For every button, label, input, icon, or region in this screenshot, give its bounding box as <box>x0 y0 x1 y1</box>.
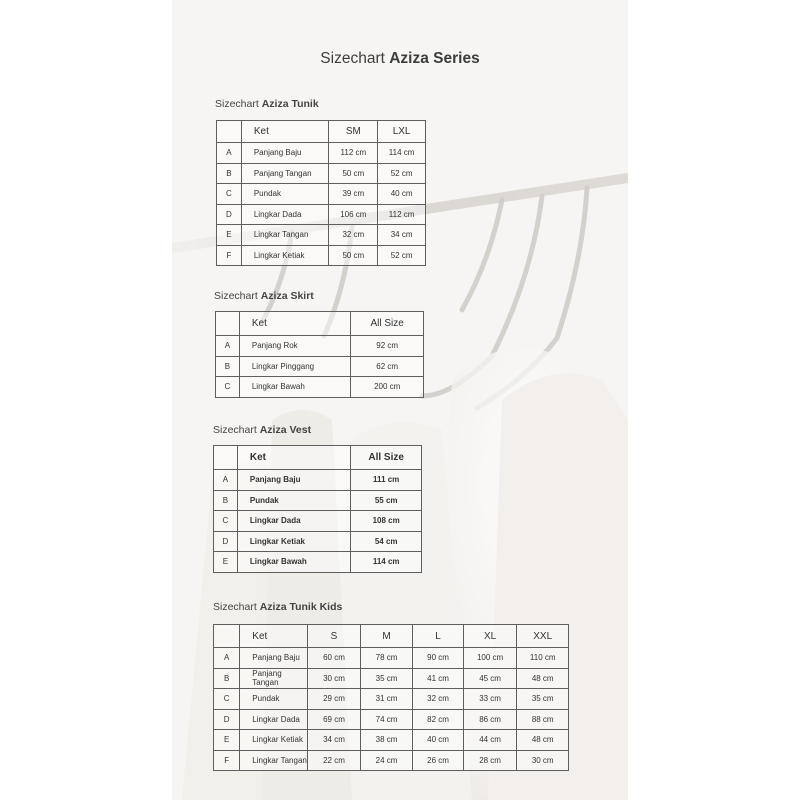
size-value-cell: 48 cm <box>517 668 569 689</box>
table-row <box>214 648 569 669</box>
row-code-cell: E <box>214 552 238 573</box>
section-title-kids: Sizechart Aziza Tunik Kids <box>213 601 343 613</box>
size-value-cell: 26 cm <box>413 750 463 771</box>
row-label-cell: Lingkar Ketiak <box>241 245 329 266</box>
row-code-cell: B <box>214 668 240 689</box>
row-label-cell: Lingkar Bawah <box>239 377 351 398</box>
row-code-cell: C <box>216 377 240 398</box>
table-row <box>217 163 426 184</box>
row-code-cell: F <box>214 750 240 771</box>
row-label-cell: Panjang Baju <box>240 648 308 669</box>
row-code-cell: E <box>214 730 240 751</box>
size-value-cell: 110 cm <box>517 648 569 669</box>
row-label-cell: Pundak <box>237 490 350 511</box>
size-value-cell: 35 cm <box>360 668 413 689</box>
row-code-cell: C <box>214 689 240 710</box>
table-row <box>214 668 569 689</box>
size-value-cell: 106 cm <box>329 204 378 225</box>
table-header-row <box>214 625 569 648</box>
table-row <box>217 225 426 246</box>
size-value-cell: 112 cm <box>329 143 378 164</box>
size-value-cell: 44 cm <box>463 730 517 751</box>
header-cell-size: XXL <box>517 625 569 648</box>
row-label-cell: Lingkar Bawah <box>237 552 350 573</box>
header-cell-size: All Size <box>351 446 422 470</box>
table-row <box>214 490 422 511</box>
header-cell-size: M <box>360 625 413 648</box>
sizechart-table-skirt <box>215 311 424 398</box>
size-value-cell: 50 cm <box>329 245 378 266</box>
size-value-cell: 74 cm <box>360 709 413 730</box>
table-row <box>214 531 422 552</box>
size-value-cell: 200 cm <box>351 377 424 398</box>
size-value-cell: 60 cm <box>308 648 361 669</box>
size-value-cell: 108 cm <box>351 511 422 532</box>
size-value-cell: 30 cm <box>308 668 361 689</box>
row-code-cell: A <box>216 336 240 357</box>
table-row <box>214 511 422 532</box>
row-label-cell: Lingkar Ketiak <box>237 531 350 552</box>
section-title-tunik: Sizechart Aziza Tunik <box>215 98 319 110</box>
table-row <box>214 750 569 771</box>
row-code-cell: A <box>217 143 242 164</box>
row-label-cell: Lingkar Ketiak <box>240 730 308 751</box>
size-value-cell: 78 cm <box>360 648 413 669</box>
row-code-cell: B <box>214 490 238 511</box>
row-code-cell: C <box>217 184 242 205</box>
size-value-cell: 48 cm <box>517 730 569 751</box>
size-value-cell: 62 cm <box>351 356 424 377</box>
table-header-row <box>216 312 424 336</box>
row-code-cell: B <box>217 163 242 184</box>
row-label-cell: Pundak <box>241 184 329 205</box>
size-value-cell: 50 cm <box>329 163 378 184</box>
table-row <box>214 552 422 573</box>
row-label-cell: Panjang Rok <box>239 336 351 357</box>
section-title-skirt: Sizechart Aziza Skirt <box>214 290 314 302</box>
header-cell-size: LXL <box>378 121 426 143</box>
size-value-cell: 30 cm <box>517 750 569 771</box>
sizechart-table-vest <box>213 445 422 573</box>
row-label-cell: Panjang Tangan <box>241 163 329 184</box>
header-cell-ket: Ket <box>241 121 329 143</box>
table-header-row <box>217 121 426 143</box>
header-cell-ket: Ket <box>239 312 351 336</box>
row-label-cell: Lingkar Pinggang <box>239 356 351 377</box>
size-value-cell: 32 cm <box>329 225 378 246</box>
row-code-cell: C <box>214 511 238 532</box>
table-row <box>216 336 424 357</box>
size-value-cell: 33 cm <box>463 689 517 710</box>
table-row <box>214 689 569 710</box>
size-value-cell: 114 cm <box>351 552 422 573</box>
table-row <box>217 143 426 164</box>
size-value-cell: 38 cm <box>360 730 413 751</box>
size-value-cell: 40 cm <box>378 184 426 205</box>
header-cell-code <box>217 121 242 143</box>
size-value-cell: 39 cm <box>329 184 378 205</box>
row-label-cell: Panjang Tangan <box>240 668 308 689</box>
sizechart-table-tunik <box>216 120 426 266</box>
row-code-cell: D <box>214 709 240 730</box>
row-code-cell: B <box>216 356 240 377</box>
row-label-cell: Lingkar Tangan <box>240 750 308 771</box>
row-code-cell: F <box>217 245 242 266</box>
table-row <box>216 356 424 377</box>
size-value-cell: 69 cm <box>308 709 361 730</box>
size-value-cell: 35 cm <box>517 689 569 710</box>
size-value-cell: 28 cm <box>463 750 517 771</box>
size-value-cell: 41 cm <box>413 668 463 689</box>
table-row <box>217 204 426 225</box>
size-value-cell: 100 cm <box>463 648 517 669</box>
size-value-cell: 114 cm <box>378 143 426 164</box>
header-cell-size: All Size <box>351 312 424 336</box>
size-value-cell: 45 cm <box>463 668 517 689</box>
header-cell-code <box>216 312 240 336</box>
row-label-cell: Pundak <box>240 689 308 710</box>
size-value-cell: 52 cm <box>378 245 426 266</box>
table-row <box>217 184 426 205</box>
page-title: Sizechart Aziza Series <box>320 50 480 67</box>
size-value-cell: 31 cm <box>360 689 413 710</box>
row-code-cell: D <box>214 531 238 552</box>
header-cell-ket: Ket <box>240 625 308 648</box>
header-cell-code <box>214 625 240 648</box>
header-cell-size: XL <box>463 625 517 648</box>
table-row <box>216 377 424 398</box>
row-code-cell: D <box>217 204 242 225</box>
row-label-cell: Lingkar Tangan <box>241 225 329 246</box>
row-code-cell: A <box>214 648 240 669</box>
size-value-cell: 82 cm <box>413 709 463 730</box>
size-value-cell: 55 cm <box>351 490 422 511</box>
sizechart-panel <box>172 0 628 800</box>
size-value-cell: 40 cm <box>413 730 463 751</box>
row-label-cell: Lingkar Dada <box>237 511 350 532</box>
size-value-cell: 90 cm <box>413 648 463 669</box>
header-cell-size: SM <box>329 121 378 143</box>
table-header-row <box>214 446 422 470</box>
sizechart-table-kids <box>213 624 569 771</box>
header-cell-ket: Ket <box>237 446 350 470</box>
size-value-cell: 32 cm <box>413 689 463 710</box>
header-cell-code <box>214 446 238 470</box>
table-row <box>217 245 426 266</box>
size-value-cell: 86 cm <box>463 709 517 730</box>
row-label-cell: Lingkar Dada <box>240 709 308 730</box>
row-label-cell: Lingkar Dada <box>241 204 329 225</box>
size-value-cell: 24 cm <box>360 750 413 771</box>
table-row <box>214 470 422 491</box>
size-value-cell: 34 cm <box>308 730 361 751</box>
size-value-cell: 111 cm <box>351 470 422 491</box>
size-value-cell: 88 cm <box>517 709 569 730</box>
size-value-cell: 54 cm <box>351 531 422 552</box>
size-value-cell: 34 cm <box>378 225 426 246</box>
row-label-cell: Panjang Baju <box>241 143 329 164</box>
table-row <box>214 730 569 751</box>
size-value-cell: 29 cm <box>308 689 361 710</box>
size-value-cell: 112 cm <box>378 204 426 225</box>
row-label-cell: Panjang Baju <box>237 470 350 491</box>
row-code-cell: A <box>214 470 238 491</box>
size-value-cell: 92 cm <box>351 336 424 357</box>
section-title-vest: Sizechart Aziza Vest <box>213 424 312 436</box>
row-code-cell: E <box>217 225 242 246</box>
table-row <box>214 709 569 730</box>
size-value-cell: 52 cm <box>378 163 426 184</box>
header-cell-size: L <box>413 625 463 648</box>
size-value-cell: 22 cm <box>308 750 361 771</box>
header-cell-size: S <box>308 625 361 648</box>
